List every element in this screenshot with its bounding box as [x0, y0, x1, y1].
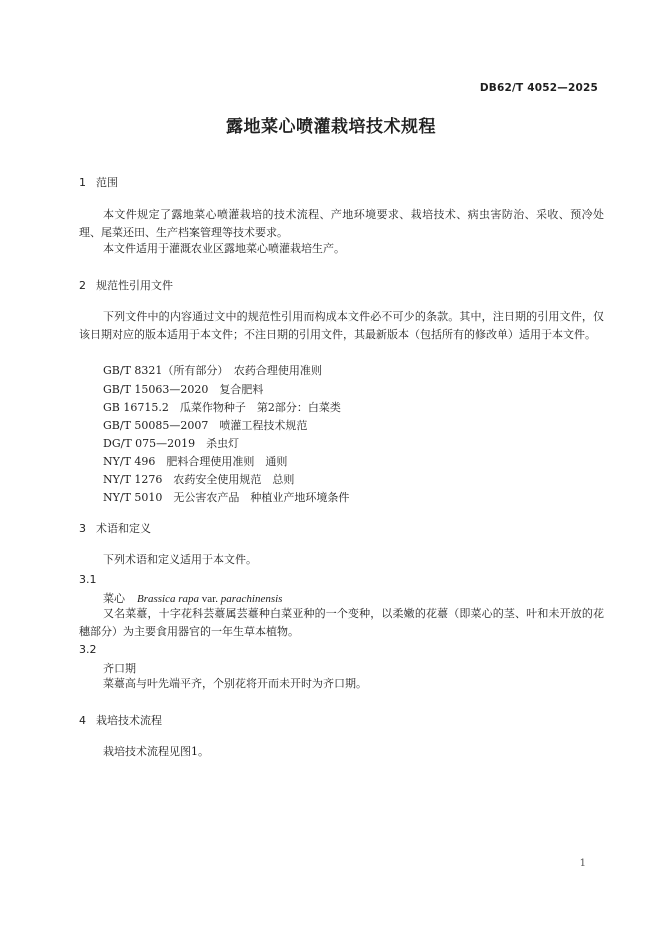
section-number: 3 — [79, 522, 86, 535]
reference-item: NY/T 1276 农药安全使用规范 总则 — [103, 473, 295, 486]
term-name: 齐口期 — [103, 662, 136, 675]
section-1-paragraph-2: 本文件适用于灌溉农业区露地菜心喷灌栽培生产。 — [103, 242, 345, 255]
term-definition: 菜薹高与叶先端平齐，个别花将开而未开时为齐口期。 — [103, 677, 367, 690]
section-4-heading — [79, 712, 162, 728]
term-entry — [103, 660, 136, 676]
reference-item: DG/T 075—2019 杀虫灯 — [103, 437, 240, 450]
section-3-heading — [79, 520, 151, 536]
reference-item: NY/T 496 肥料合理使用准则 通则 — [103, 455, 288, 468]
section-3-paragraph-1: 下列术语和定义适用于本文件。 — [103, 553, 257, 566]
section-2-paragraph-1: 下列文件中的内容通过文中的规范性引用而构成本文件必不可少的条款。其中，注日期的引用文件，仅该日期对应的版本适用于本文件；不注日期的引用文件，其最新版本（包括所有的修改单）适用于本文件。 — [79, 310, 604, 341]
section-title: 栽培技术流程 — [96, 714, 162, 727]
section-number: 2 — [79, 279, 86, 292]
reference-item: GB/T 15063—2020 复合肥料 — [103, 383, 264, 396]
page-number: 1 — [579, 858, 586, 869]
section-1-paragraph-1: 本文件规定了露地菜心喷灌栽培的技术流程、产地环境要求、栽培技术、病虫害防治、采收、预冷处理、尾菜还田、生产档案管理等技术要求。 — [79, 208, 604, 239]
section-title: 规范性引用文件 — [96, 279, 173, 292]
section-4-paragraph-1: 栽培技术流程见图1。 — [103, 745, 209, 758]
standard-code: DB62/T 4052—2025 — [479, 82, 598, 94]
term-number: 3.1 — [79, 573, 97, 586]
reference-item: GB 16715.2 瓜菜作物种子 第2部分：白菜类 — [103, 401, 341, 414]
term-number: 3.2 — [79, 643, 97, 656]
term-entry — [103, 590, 282, 606]
term-definition: 又名菜薹，十字花科芸薹属芸薹种白菜亚种的一个变种，以柔嫩的花薹（即菜心的茎、叶和未开放的花穗部分）为主要食用器官的一年生草本植物。 — [79, 607, 604, 638]
section-title: 术语和定义 — [96, 522, 151, 535]
section-number: 4 — [79, 714, 86, 727]
reference-item: GB/T 50085—2007 喷灌工程技术规范 — [103, 419, 308, 432]
reference-item: NY/T 5010 无公害农产品 种植业产地环境条件 — [103, 491, 350, 504]
section-1-heading — [79, 174, 118, 190]
section-2-heading — [79, 277, 173, 293]
term-name: 菜心 — [103, 592, 125, 605]
term-latin-name: Brassica rapa var. parachinensis — [137, 593, 283, 605]
reference-item: GB/T 8321（所有部分） 农药合理使用准则 — [103, 364, 322, 377]
section-title: 范围 — [96, 176, 118, 189]
document-title: 露地菜心喷灌栽培技术规程 — [226, 117, 436, 137]
section-number: 1 — [79, 176, 86, 189]
